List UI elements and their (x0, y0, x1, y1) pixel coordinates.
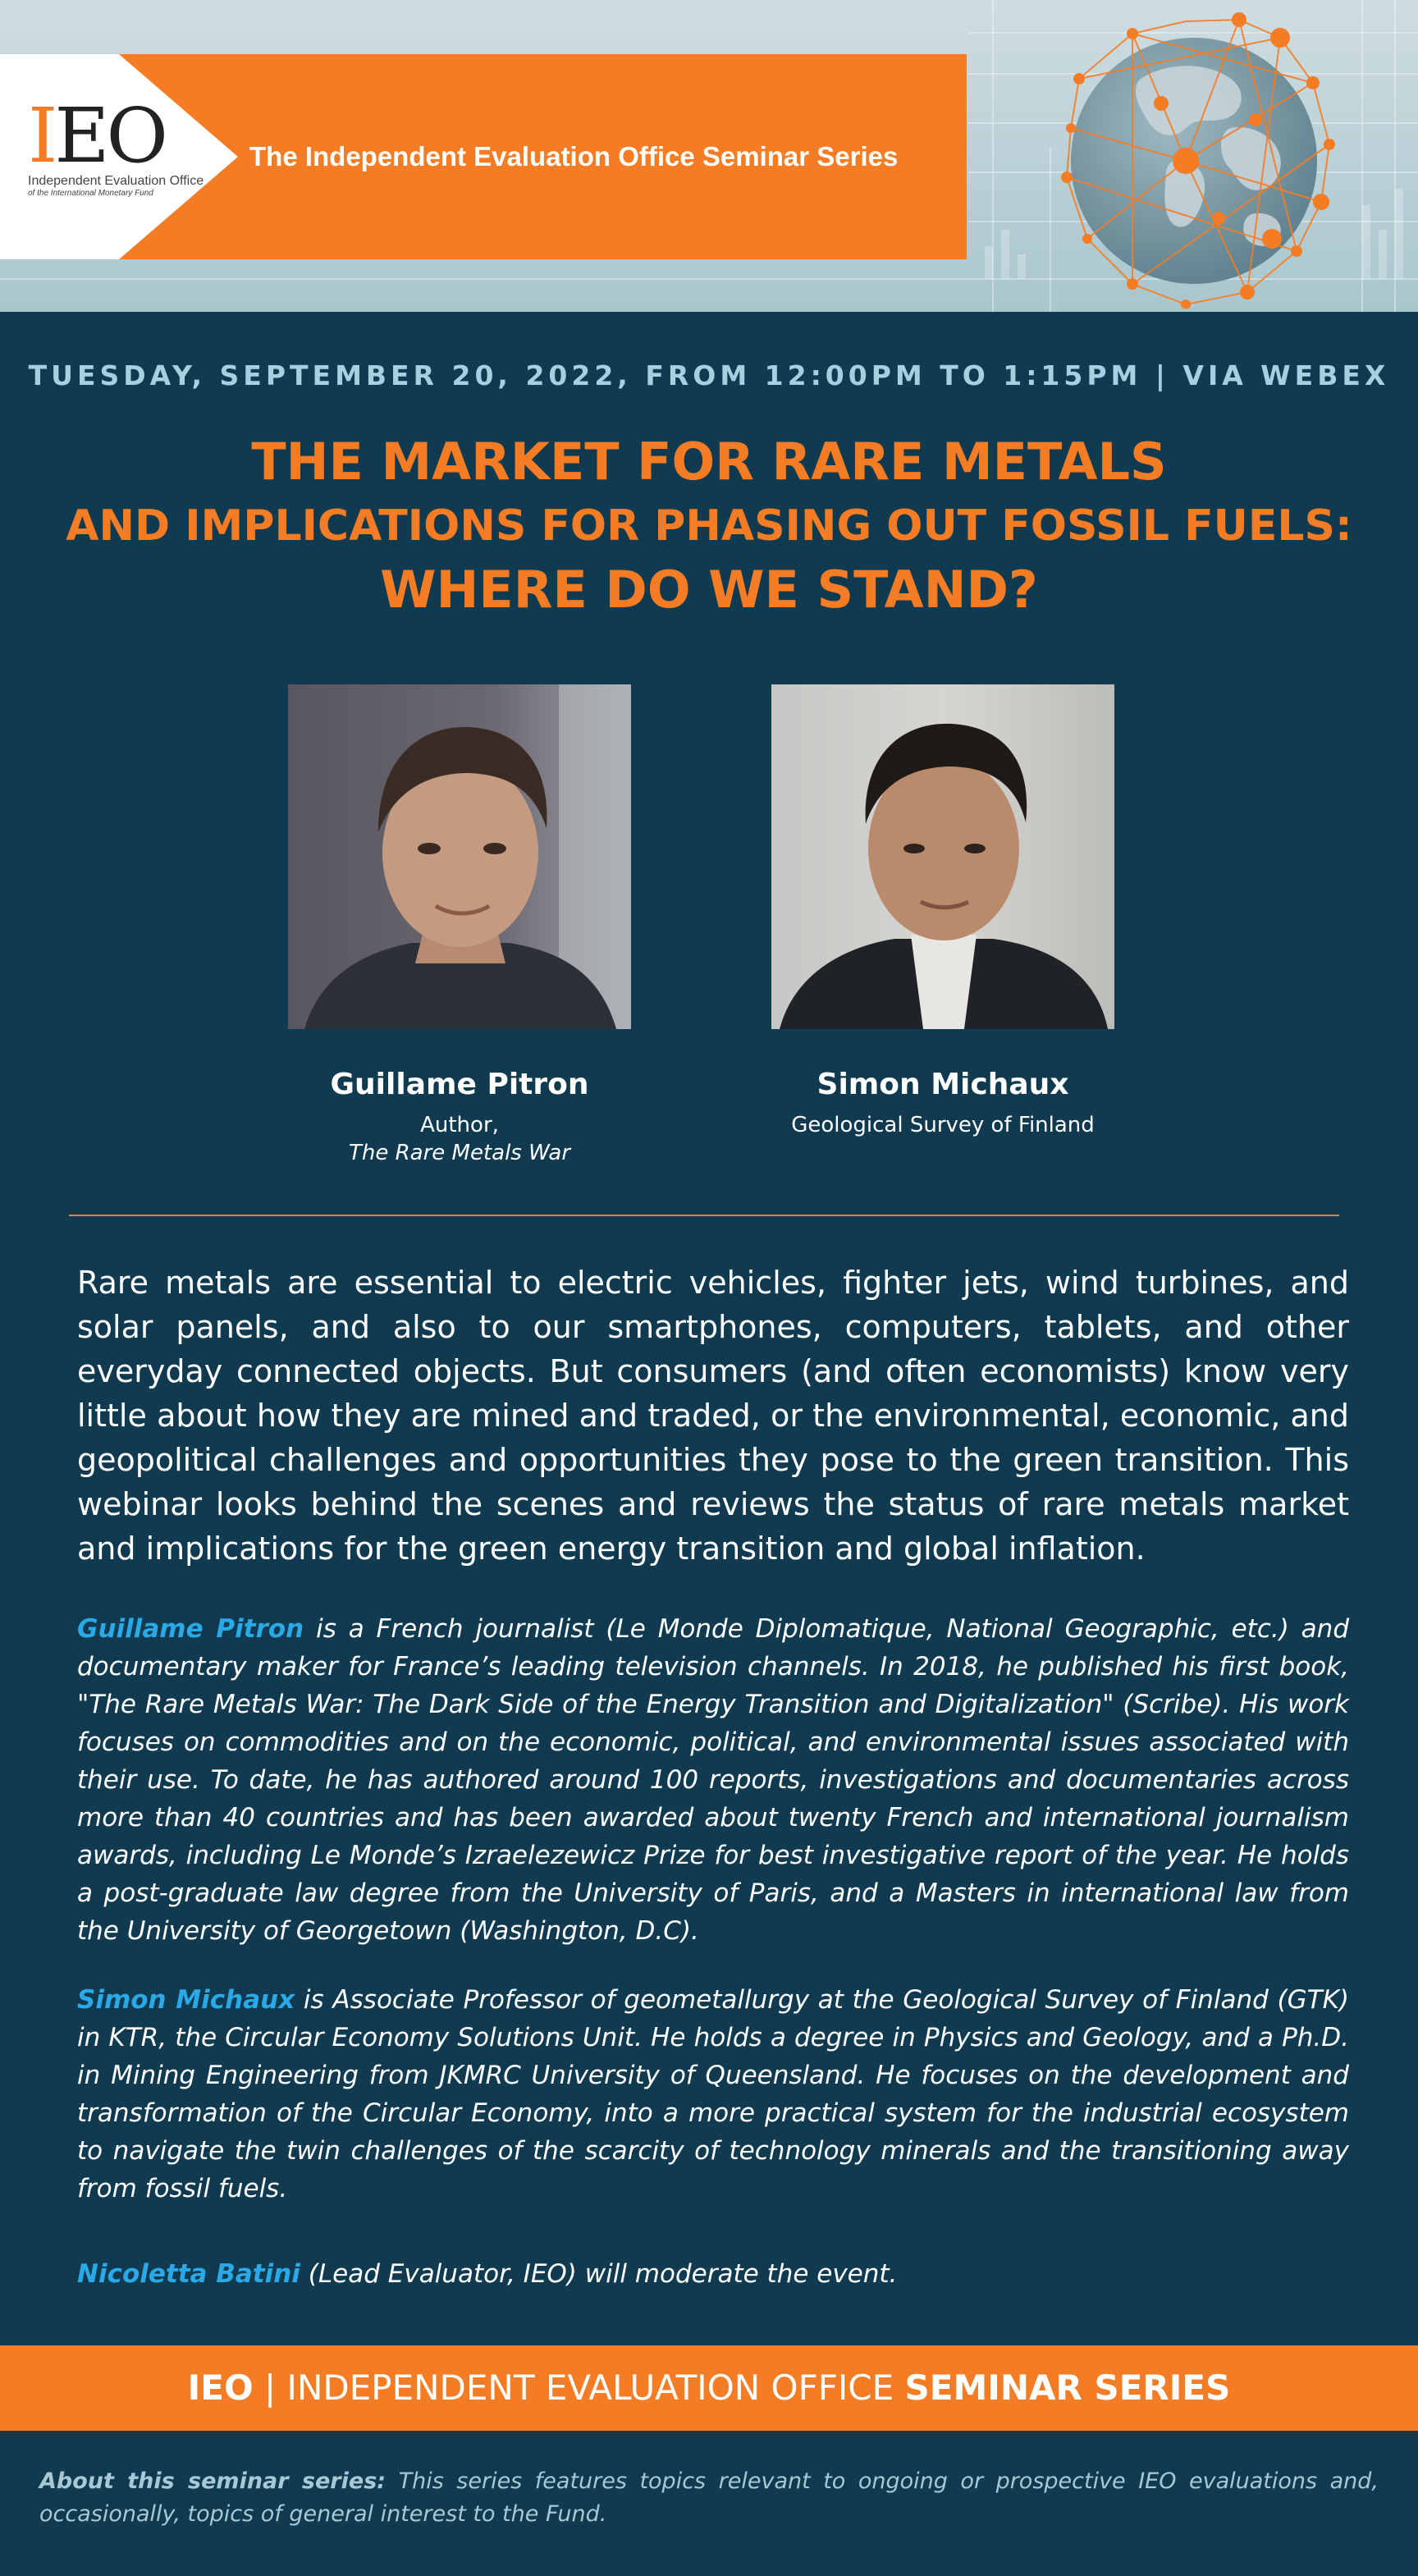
logo-letter-i: I (28, 92, 55, 180)
bio-text: is Associate Professor of geometallurgy at the Geological Survey of Finland (GTK) in KTR, the Circular Economy Solutions Unit. He holds a degree in Physics and Geology, and a Ph.D. in Mining Engineering from JKMRC University of Queensland. He focuses on the development and transformation of the Circular Economy, into a more practical system for the industrial ecosystem to navigate the twin challenges of the scarcity of technology minerals and the transitioning away from fossil fuels. (77, 1985, 1349, 2203)
header-banner (0, 0, 1418, 312)
event-title (0, 430, 1418, 622)
logo-subtitle-line1: Independent Evaluation Office (28, 174, 204, 188)
about-series-note (39, 2465, 1379, 2531)
logo-subtitle (28, 174, 217, 198)
event-title-line3: WHERE DO WE STAND? (380, 560, 1038, 620)
about-label: About this seminar series: (39, 2468, 387, 2494)
footer-ieo: IEO (187, 2368, 254, 2408)
portrait-placeholder-pitron (288, 684, 631, 1029)
footer-office-name: | INDEPENDENT EVALUATION OFFICE (253, 2368, 905, 2408)
speaker-name: Guillame Pitron (330, 1068, 589, 1101)
moderator-text: (Lead Evaluator, IEO) will moderate the event. (300, 2259, 898, 2289)
event-date-line: TUESDAY, SEPTEMBER 20, 2022, FROM 12:00PM TO 1:15PM | VIA WEBEX (28, 359, 1390, 391)
moderator-note (77, 2255, 1349, 2293)
bio-michaux (77, 1981, 1349, 2208)
bio-text: is a French journalist (Le Monde Diplomatique, National Geographic, etc.) and documentary maker for France’s leading television channels. In 2018, he published his first book, "The Rare Metals War: The Dark Side of the Energy Transition and Digitalization" (Scribe). His work focuses on commodities and on the economic, political, and environmental issues associated with their use. To date, he has authored around 100 reports, investigations and documentaries across more than 40 countries and has been awarded about twenty French and international journalism awards, including Le Monde’s Izraelezewicz Prize for best investigative report of the year. He holds a post-graduate law degree from the University of Paris, and a Masters in international law from the University of Georgetown (Washington, D.C). (77, 1614, 1350, 1946)
moderator-name-highlight: Nicoletta Batini (77, 2259, 300, 2289)
event-title-line1: THE MARKET FOR RARE METALS (251, 432, 1167, 492)
speaker-card-michaux (754, 1065, 1132, 1139)
speaker-name: Simon Michaux (816, 1068, 1069, 1101)
speaker-photo-pitron (288, 684, 631, 1029)
event-abstract: Rare metals are essential to electric vehicles, fighter jets, wind turbines, and solar panels, and also to our smartphones, computers, tablets, and other everyday connected objects. But consumers (and often economists) know very little about how they are mined and traded, or the environmental, economic, and geopolitical challenges and opportunities they pose to the green transition. This webinar looks behind the scenes and reviews the status of rare metals market and implications for the green energy transition and global inflation. (77, 1265, 1349, 1567)
globe-network-icon (1042, 5, 1346, 309)
ieo-logo (28, 92, 165, 180)
portrait-placeholder-michaux (771, 684, 1114, 1029)
speaker-card-pitron (271, 1065, 648, 1167)
event-title-line2: AND IMPLICATIONS FOR PHASING OUT FOSSIL FUELS: (66, 501, 1352, 551)
about-text: This series features topics relevant to ongoing or prospective IEO evaluations and, occasionally, topics of general interest to the Fund. (39, 2468, 1379, 2527)
speaker-role: Geological Survey of Finland (791, 1113, 1095, 1137)
bio-name-highlight: Simon Michaux (77, 1985, 295, 2015)
series-title: The Independent Evaluation Office Seminar Series (249, 141, 899, 172)
bio-name-highlight: Guillame Pitron (77, 1614, 304, 1644)
speaker-role: Author, (420, 1113, 499, 1137)
speaker-photo-michaux (771, 684, 1114, 1029)
bio-pitron (77, 1610, 1349, 1950)
footer-seminar-series: SEMINAR SERIES (904, 2368, 1231, 2408)
speaker-role-book: The Rare Metals War (348, 1141, 571, 1165)
logo-letters-eo: EO (54, 92, 165, 180)
footer-series-bar (0, 2345, 1418, 2431)
section-divider (69, 1215, 1339, 1216)
logo-subtitle-line2: of the International Monetary Fund (28, 188, 153, 198)
